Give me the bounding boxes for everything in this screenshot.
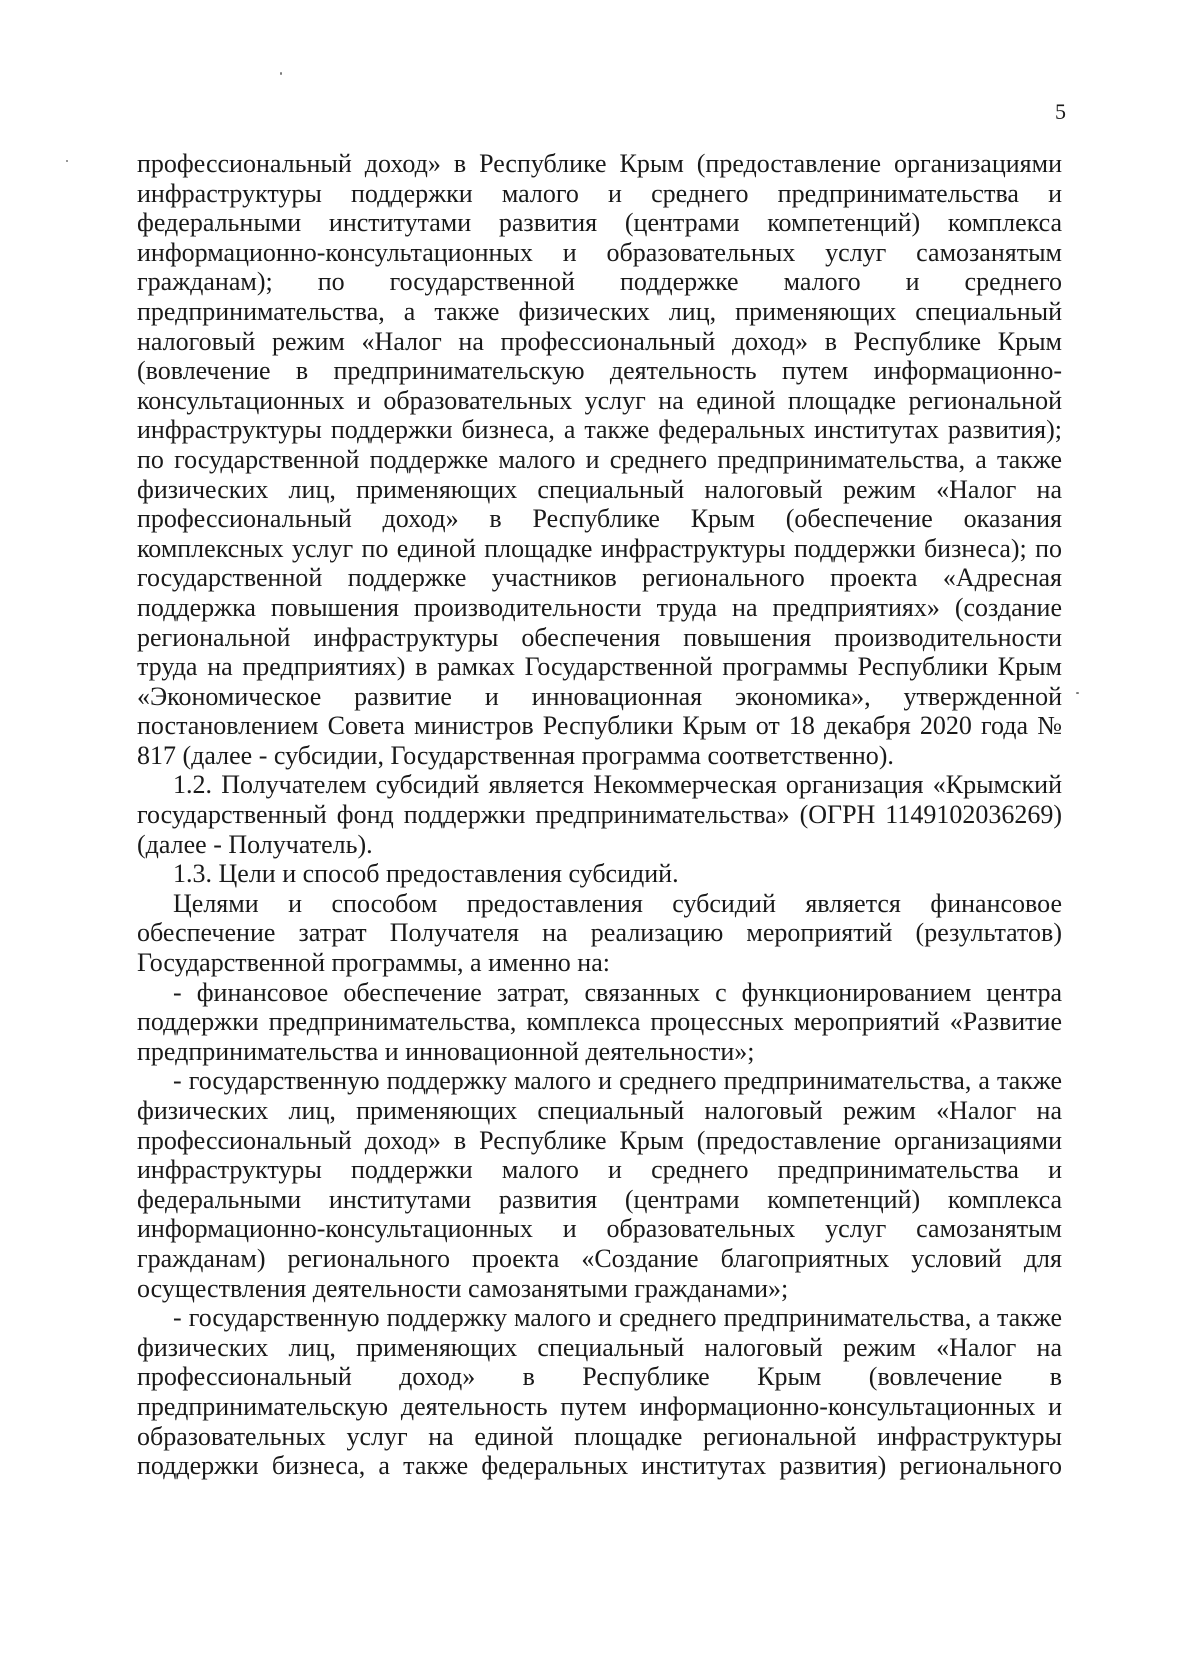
document-body	[137, 149, 1062, 1481]
paragraph-goals-intro: Целями и способом предоставления субсидий является финансовое обеспечение затрат Получателя на реализацию мероприятий (результатов) Государственной программы, а именно на:	[137, 888, 1062, 978]
list-item-entrepreneurship-involvement: - государственную поддержку малого и среднего предпринимательства, а также физических лиц, применяющих специальный налоговый режим «Налог на профессиональный доход» в Республике Крым (вовлечение в предпринимательскую деятельность путем информационно-консультационных и образовательных услуг на единой площадке региональной инфраструктуры поддержки бизнеса, а также федеральных институтах развития) регионального	[137, 1303, 1062, 1481]
paragraph-purpose-continuation: профессиональный доход» в Республике Крым (предоставление организациями инфраструктуры поддержки малого и среднего предпринимательства и федеральными институтами развития (центрами компетенций) комплекса информационно-консультационных и образовательных услуг самозанятым гражданам); по государственной поддержке малого и среднего предпринимательства, а также физических лиц, применяющих специальный налоговый режим «Налог на профессиональный доход» в Республике Крым (вовлечение в предпринимательскую деятельность путем информационно-консультационных и образовательных услуг на единой площадке региональной инфраструктуры поддержки бизнеса, а также федеральных институтах развития); по государственной поддержке малого и среднего предпринимательства, а также физических лиц, применяющих специальный налоговый режим «Налог на профессиональный доход» в Республике Крым (обеспечение оказания комплексных услуг по единой площадке инфраструктуры поддержки бизнеса); по государственной поддержке участников регионального проекта «Адресная поддержка повышения производительности труда на предприятиях» (создание региональной инфраструктуры обеспечения повышения производительности труда на предприятиях) в рамках Государственной программы Республики Крым «Экономическое развитие и инновационная экономика», утвержденной постановлением Совета министров Республики Крым от 18 декабря 2020 года № 817 (далее - субсидии, Государственная программа соответственно).	[137, 149, 1062, 770]
scan-speck	[1076, 692, 1079, 694]
scan-speck	[280, 72, 282, 75]
scan-speck	[66, 160, 68, 162]
paragraph-1-2-recipient: 1.2. Получателем субсидий является Некоммерческая организация «Крымский государственный фонд поддержки предпринимательства» (ОГРН 1149102036269) (далее - Получатель).	[137, 770, 1062, 859]
list-item-self-employed-support: - государственную поддержку малого и среднего предпринимательства, а также физических лиц, применяющих специальный налоговый режим «Налог на профессиональный доход» в Республике Крым (предоставление организациями инфраструктуры поддержки малого и среднего предпринимательства и федеральными институтами развития (центрами компетенций) комплекса информационно-консультационных и образовательных услуг самозанятым гражданам) регионального проекта «Создание благоприятных условий для осуществления деятельности самозанятыми гражданами»;	[137, 1066, 1062, 1303]
paragraph-1-3-heading: 1.3. Цели и способ предоставления субсидий.	[173, 859, 679, 889]
page-number: 5	[1055, 99, 1066, 124]
list-item-support-center: - финансовое обеспечение затрат, связанных с функционированием центра поддержки предпринимательства, комплекса процессных мероприятий «Развитие предпринимательства и инновационной деятельности»;	[137, 977, 1062, 1066]
